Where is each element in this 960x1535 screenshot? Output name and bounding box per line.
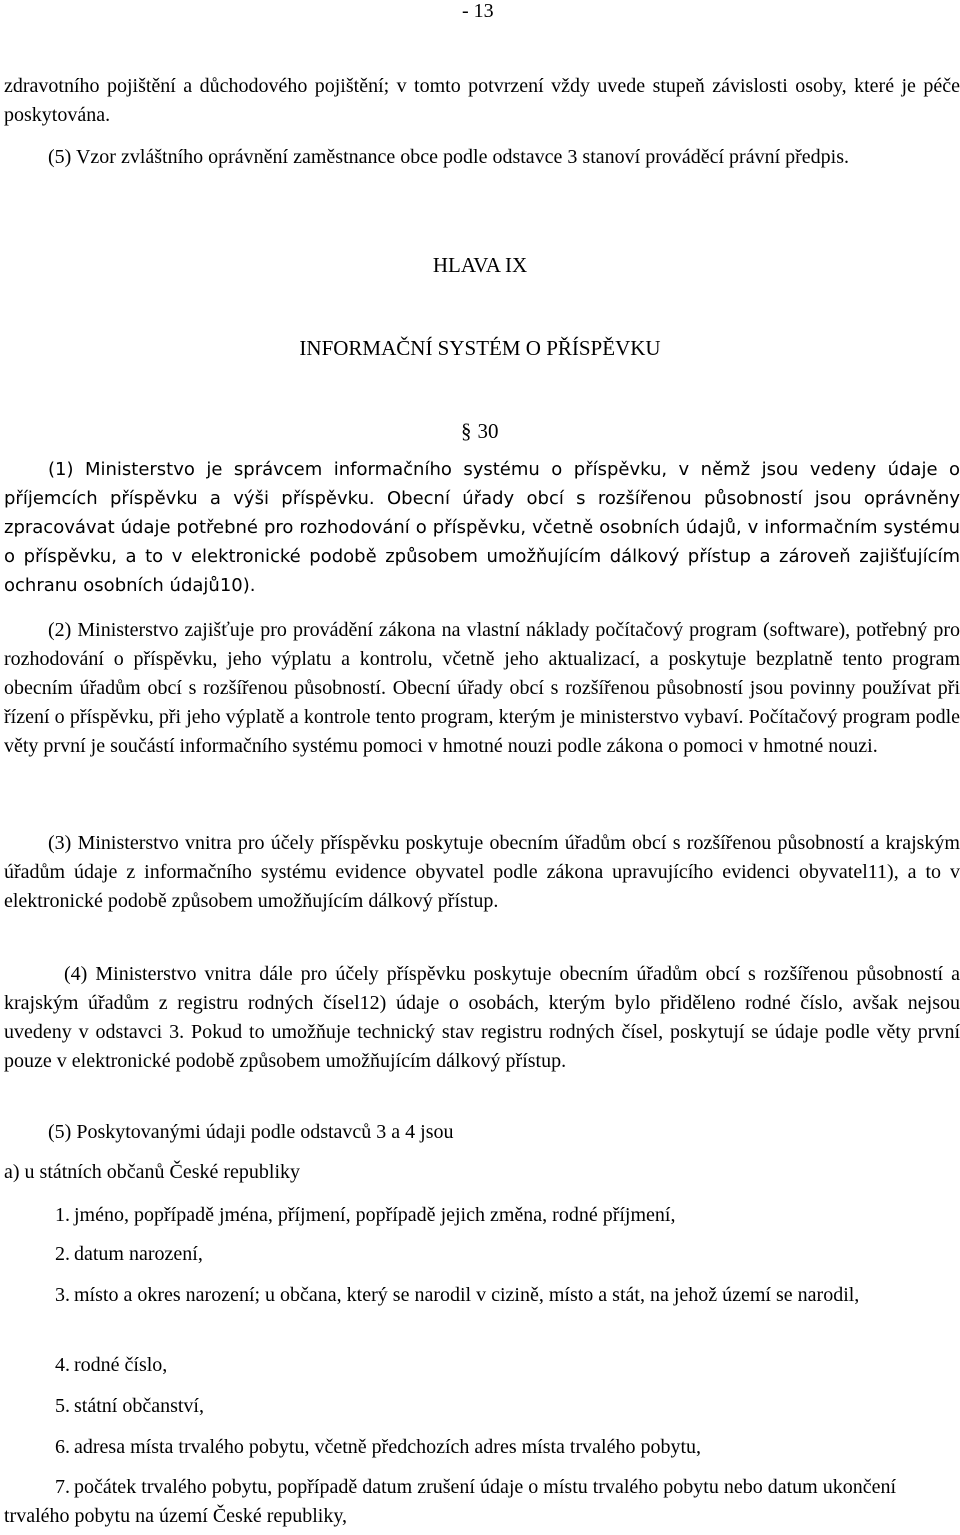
paragraph-4: (4) Ministerstvo vnitra dále pro účely příspěvku poskytuje obecním úřadům obcí s rozšířenou působností a krajským úřadům z registru rodných čísel12) údaje o osobách, kterým bylo přiděleno rodné číslo, avšak nejsou uvedeny v odstavci 3. Pokud to umožňuje technický stav registru rodných čísel, poskytují se údaje podle věty první pouze v elektronické podobě způsobem umožňujícím dálkový přístup.: [4, 963, 960, 1072]
chapter-title: INFORMAČNÍ SYSTÉM O PŘÍSPĚVKU: [299, 336, 661, 360]
paragraph-5-previous: (5) Vzor zvláštního oprávnění zaměstnance obce podle odstavce 3 stanoví prováděcí právní předpis.: [48, 146, 850, 168]
list-item-number: 1.: [55, 1204, 70, 1226]
list-item-number: 7.: [55, 1476, 70, 1498]
list-item-text: datum narození,: [74, 1243, 203, 1265]
list-item: [4, 1201, 960, 1230]
list-item: [4, 1240, 960, 1269]
paragraph-2: (2) Ministerstvo zajišťuje pro provádění zákona na vlastní náklady počítačový program (software), potřebný pro rozhodování o příspěvku, jeho výplatu a kontrolu, včetně jeho aktualizací, a poskytuje bezplatně tento program obecním úřadům obcí s rozšířenou působností. Obecní úřady obcí s rozšířenou působností jsou povinny používat při řízení o příspěvku, při jeho výplatě a kontrole tento program, kterým je ministerstvo vybaví. Počítačový program podle věty první je součástí informačního systému pomoci v hmotné nouzi podle zákona o pomoci v hmotné nouzi.: [4, 619, 960, 757]
list-item: [4, 1392, 960, 1421]
list-item-text: místo a okres narození; u občana, který se narodil v cizině, místo a stát, na jehož území se narodil,: [74, 1284, 860, 1306]
list-item: [4, 1351, 960, 1380]
chapter-heading: HLAVA IX: [432, 253, 528, 277]
list-item-text: počátek trvalého pobytu, popřípadě datum zrušení údaje o místu trvalého pobytu nebo datum ukončení trvalého pobytu na území České republiky,: [4, 1476, 897, 1527]
list-item: [4, 1281, 960, 1310]
list-item-number: 5.: [55, 1395, 70, 1417]
list-item-number: 4.: [55, 1354, 70, 1376]
list-item-number: 3.: [55, 1284, 70, 1306]
intro-paragraph: zdravotního pojištění a důchodového pojištění; v tomto potvrzení vždy uvede stupeň závislosti osoby, které je péče poskytována.: [4, 75, 960, 126]
section-number: 30: [477, 419, 499, 443]
paragraph-5: (5) Poskytovanými údaji podle odstavců 3 a 4 jsou: [48, 1121, 454, 1143]
list-item: [4, 1473, 960, 1531]
paragraph-3: (3) Ministerstvo vnitra pro účely příspěvku poskytuje obecním úřadům obcí s rozšířenou působností a krajským úřadům údaje z informačního systému evidence obyvatel podle zákona upravujícího evidenci obyvatel11), a to v elektronické podobě způsobem umožňujícím dálkový přístup.: [4, 832, 960, 912]
list-item-number: 2.: [55, 1243, 70, 1265]
page-number: - 13: [462, 0, 494, 22]
section-heading: [461, 419, 499, 444]
paragraph-5-a: a) u státních občanů České republiky: [4, 1161, 301, 1183]
paragraph-1: (1) Ministerstvo je správcem informačního systému o příspěvku, v němž jsou vedeny údaje o příjemcích příspěvku a výši příspěvku. Obecní úřady obcí s rozšířenou působností jsou oprávněny zpracovávat údaje potřebné pro rozhodování o příspěvku, včetně osobních údajů, v informačním systému o příspěvku, a to v elektronické podobě způsobem umožňujícím dálkový přístup a zároveň zajišťujícím ochranu osobních údajů10).: [4, 459, 960, 596]
list-item-number: 6.: [55, 1436, 70, 1458]
list-item-text: rodné číslo,: [74, 1354, 168, 1376]
list-item-text: státní občanství,: [74, 1395, 204, 1417]
list-item: [4, 1433, 960, 1462]
list-item-text: adresa místa trvalého pobytu, včetně předchozích adres místa trvalého pobytu,: [74, 1436, 702, 1458]
section-sign: §: [461, 419, 472, 443]
list-item-text: jméno, popřípadě jména, příjmení, popřípadě jejich změna, rodné příjmení,: [74, 1204, 676, 1226]
